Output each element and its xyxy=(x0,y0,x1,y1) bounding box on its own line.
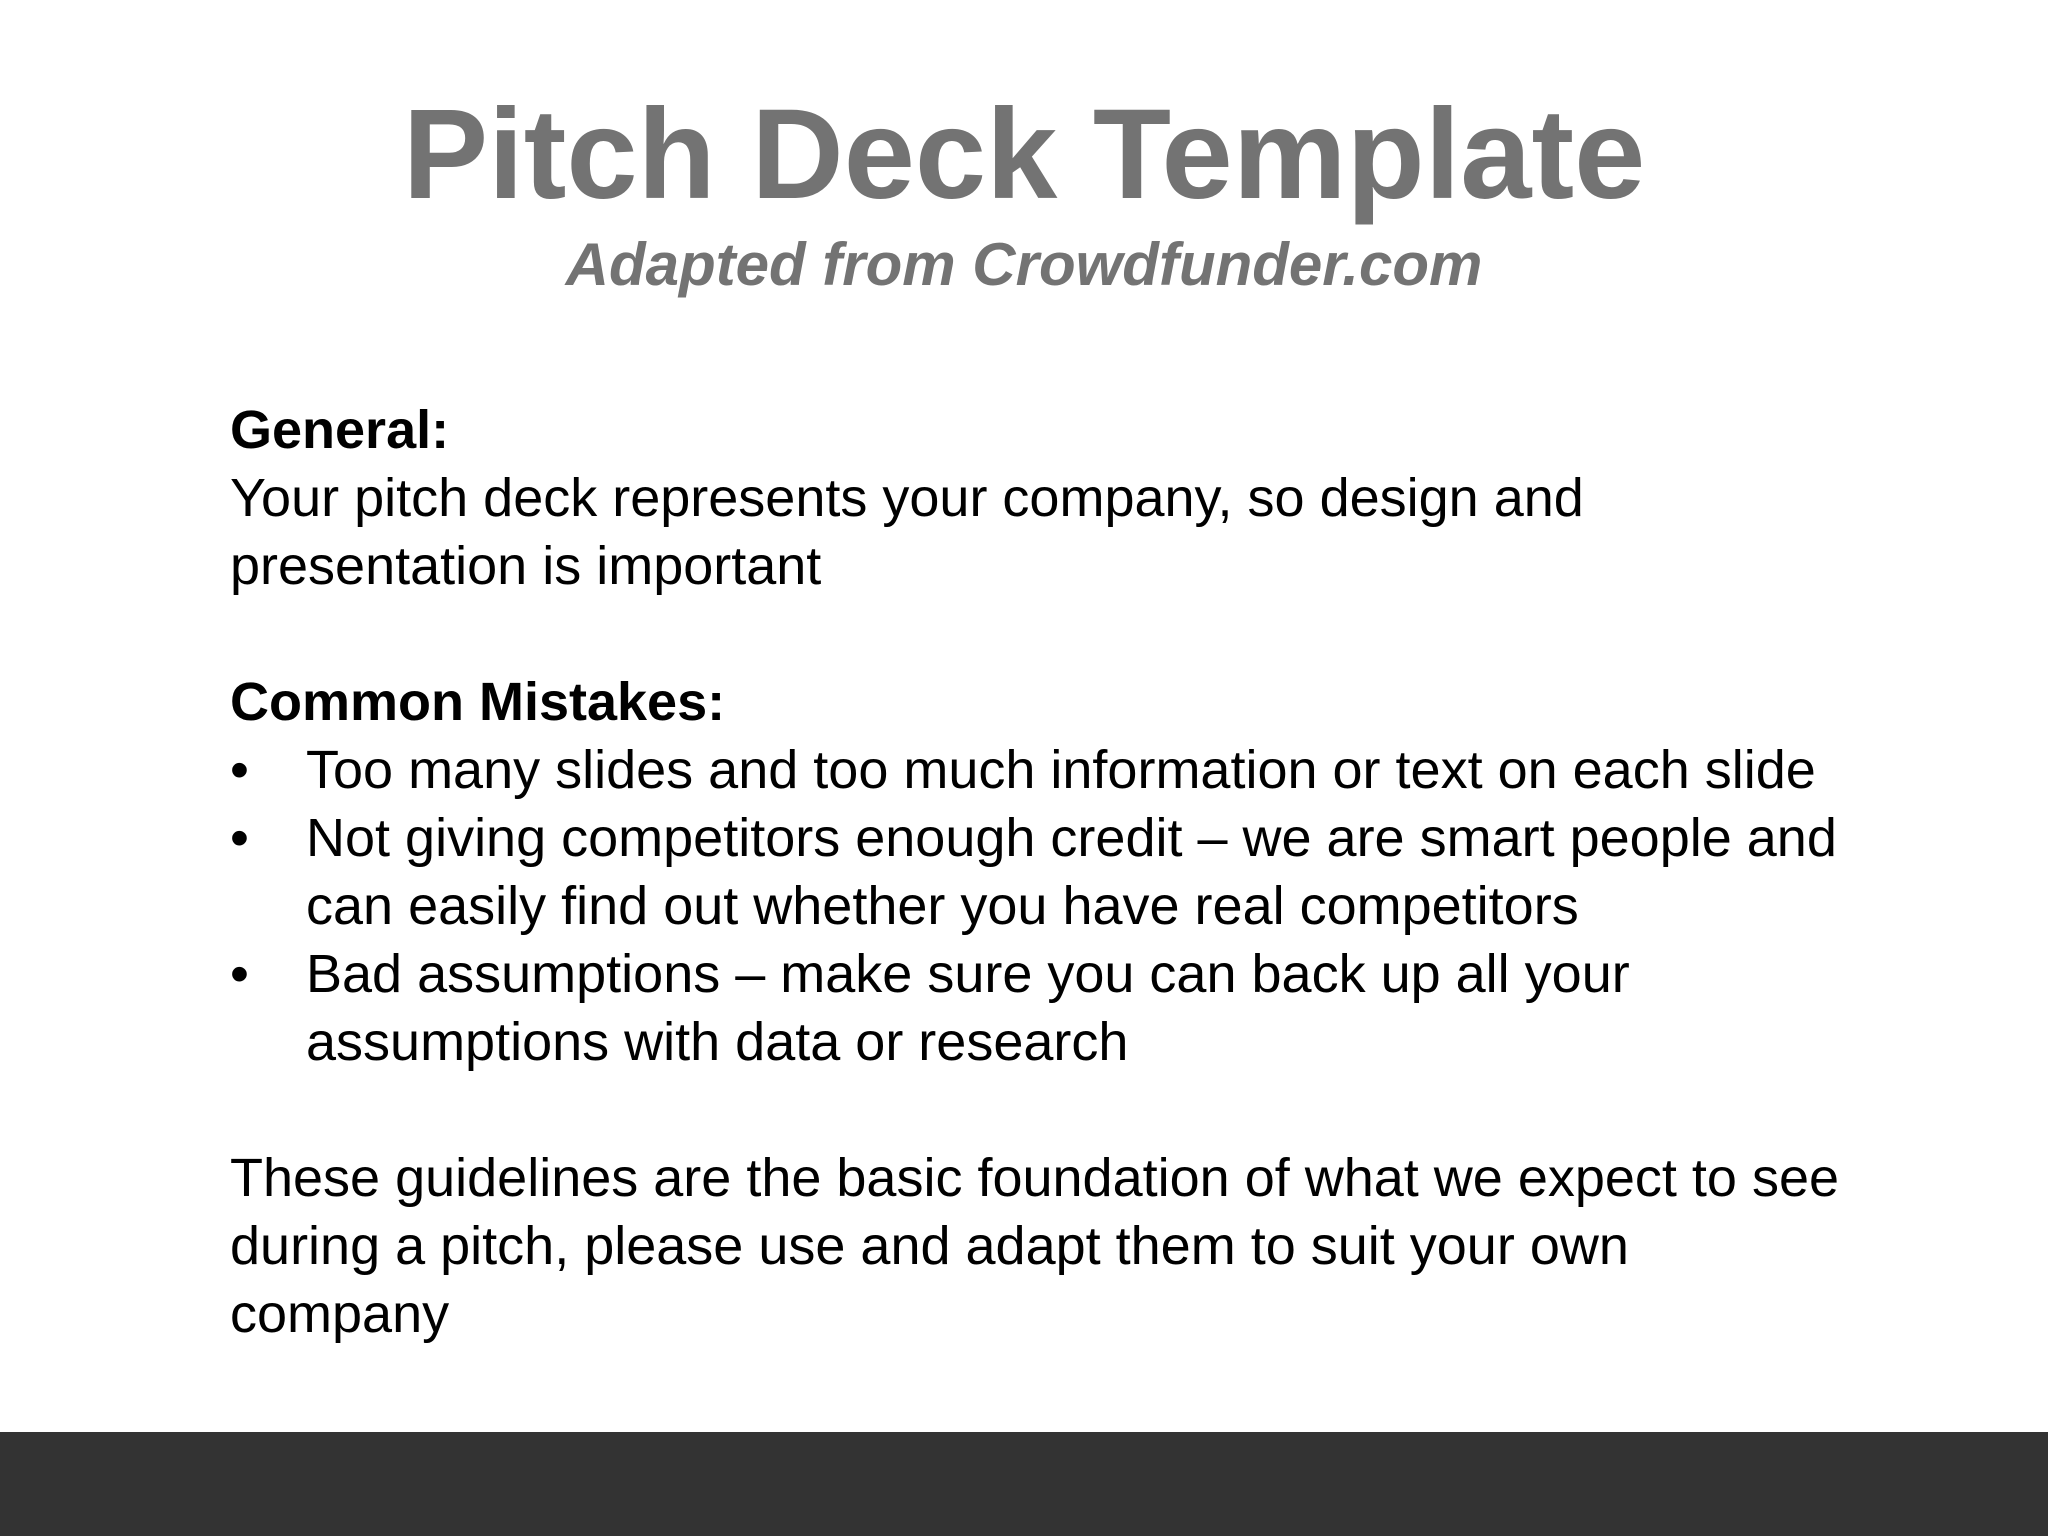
spacer xyxy=(230,600,1850,668)
bullet-icon: • xyxy=(230,740,249,800)
mistake-text: Too many slides and too much information or text on each slide xyxy=(306,740,1816,800)
footer-bar xyxy=(0,1432,2048,1536)
mistake-item xyxy=(230,940,1850,1076)
spacer xyxy=(230,1076,1850,1144)
mistakes-heading: Common Mistakes: xyxy=(230,672,726,732)
closing-text: These guidelines are the basic foundation of what we expect to see during a pitch, please use and adapt them to suit your own company xyxy=(230,1148,1840,1344)
mistakes-list xyxy=(230,736,1850,1076)
slide-body xyxy=(230,396,1850,1348)
bullet-icon: • xyxy=(230,944,249,1004)
general-heading: General: xyxy=(230,400,450,460)
mistake-text: Not giving competitors enough credit – we are smart people and can easily find out whether you have real competitors xyxy=(306,808,1837,936)
slide-title: Pitch Deck Template xyxy=(402,83,1646,226)
mistake-item xyxy=(230,804,1850,940)
general-text: Your pitch deck represents your company, so design and presentation is important xyxy=(230,468,1584,596)
mistake-item xyxy=(230,736,1850,804)
mistake-text: Bad assumptions – make sure you can back up all your assumptions with data or research xyxy=(306,944,1630,1072)
bullet-icon: • xyxy=(230,808,249,868)
slide-subtitle: Adapted from Crowdfunder.com xyxy=(565,231,1483,298)
